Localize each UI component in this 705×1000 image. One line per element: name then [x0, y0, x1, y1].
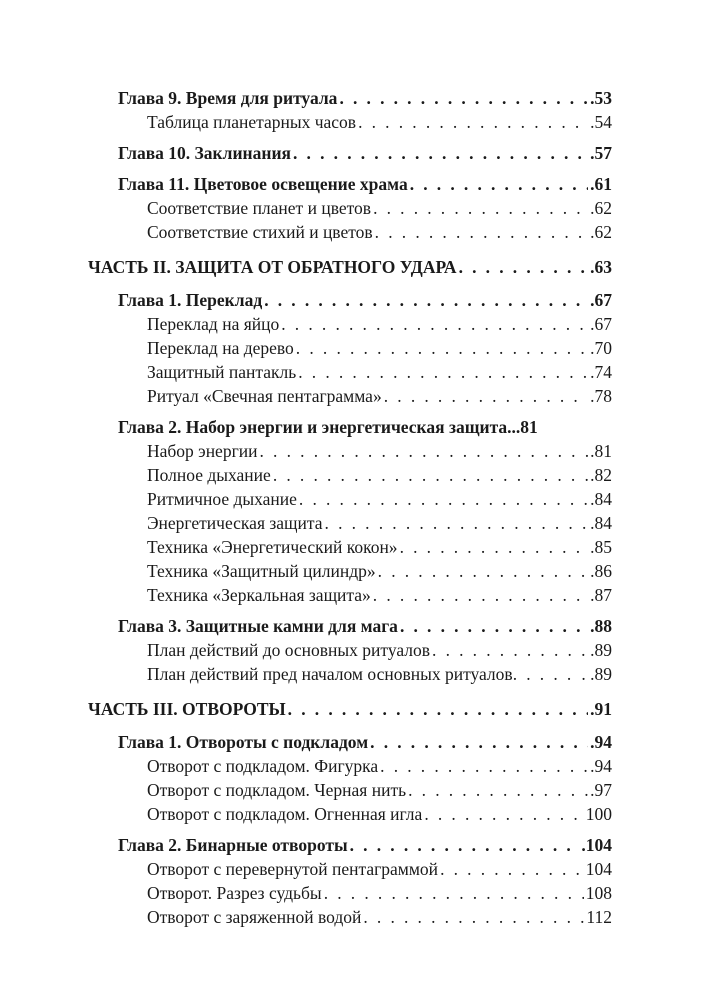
- leader-dots: [432, 638, 588, 662]
- toc-entry-page: .85: [590, 537, 612, 557]
- toc-entry-section: [88, 638, 612, 662]
- toc-entry-title: Глава 10. Заклинания: [118, 143, 291, 163]
- toc-entry-page: .94: [590, 732, 612, 752]
- leader-dots: [400, 614, 588, 638]
- leader-dots: [384, 384, 588, 408]
- leader-dots: [296, 336, 588, 360]
- toc-entry-section: [88, 802, 612, 826]
- leader-dots: [264, 288, 588, 312]
- toc-entry-section: [88, 312, 612, 336]
- leader-dots: [288, 697, 588, 721]
- leader-dots: [324, 881, 584, 905]
- toc-entry-chapter: [88, 415, 612, 439]
- leader-dots: [299, 487, 588, 511]
- toc-entry-part: [88, 255, 612, 279]
- toc-entry-section: [88, 110, 612, 134]
- leader-dots: [339, 86, 588, 110]
- toc-entry-title: Отворот с перевернутой пентаграммой: [147, 859, 439, 879]
- toc-entry-page: .84: [590, 489, 612, 509]
- toc-entry-section: [88, 439, 612, 463]
- toc-entry-page: .87: [590, 585, 612, 605]
- toc-entry-title: Глава 1. Отвороты с подкладом: [118, 732, 369, 752]
- toc-entry-page: .62: [590, 198, 612, 218]
- toc-entry-title: Защитный пантакль: [147, 362, 297, 382]
- leader-dots: [440, 857, 584, 881]
- leader-dots: [325, 511, 589, 535]
- toc-entry-section: [88, 905, 612, 929]
- toc-entry-title: Техника «Защитный цилиндр»: [147, 561, 376, 581]
- toc-entry-page: .81: [590, 441, 612, 461]
- toc-entry-page: 108: [585, 883, 612, 903]
- toc-entry-chapter: [88, 172, 612, 196]
- toc-entry-title: Набор энергии: [147, 441, 258, 461]
- toc-entry-section: [88, 196, 612, 220]
- toc-entry-title: Переклад на яйцо: [147, 314, 280, 334]
- leader-dots: [400, 535, 589, 559]
- leader-dots: [293, 141, 588, 165]
- toc-entry-section: [88, 511, 612, 535]
- toc-entry-title: Отворот с подкладом. Черная нить: [147, 780, 407, 800]
- toc-entry-page: .88: [590, 616, 612, 636]
- toc-entry-page: 112: [586, 907, 612, 927]
- toc-entry-page: .97: [590, 780, 612, 800]
- toc-entry-title: Глава 2. Бинарные отвороты: [118, 835, 348, 855]
- toc-entry-title: Полное дыхание: [147, 465, 271, 485]
- toc-entry-section: [88, 583, 612, 607]
- toc-entry-page: .82: [590, 465, 612, 485]
- toc-entry-page: .63: [590, 257, 612, 277]
- toc-entry-section: [88, 360, 612, 384]
- toc-entry-title: Техника «Энергетический кокон»: [147, 537, 398, 557]
- toc-entry-title: Глава 1. Переклад: [118, 290, 263, 310]
- toc-entry-title: Глава 3. Защитные камни для мага: [118, 616, 398, 636]
- toc-entry-title: Отворот. Разрез судьбы: [147, 883, 322, 903]
- toc-entry-title: Техника «Зеркальная защита»: [147, 585, 371, 605]
- leader-dots: [370, 730, 588, 754]
- toc-entry-title: Энергетическая защита: [147, 513, 323, 533]
- toc-entry-chapter: [88, 730, 612, 754]
- toc-entry-chapter: [88, 614, 612, 638]
- leader-dots: [298, 360, 588, 384]
- toc-entry-title: Ритуал «Свечная пентаграмма»: [147, 386, 382, 406]
- toc-entry-page: .67: [590, 290, 612, 310]
- toc-entry-chapter: [88, 288, 612, 312]
- toc-entry-title: Отворот с заряженной водой: [147, 907, 362, 927]
- toc-entry-title: Ритмичное дыхание: [147, 489, 297, 509]
- table-of-contents: [88, 86, 612, 929]
- toc-entry-title: Глава 11. Цветовое освещение храма: [118, 174, 408, 194]
- leader-dots: [408, 778, 588, 802]
- toc-entry-part: [88, 697, 612, 721]
- toc-entry-title: Глава 9. Время для ритуала: [118, 88, 338, 108]
- toc-entry-page: .89: [590, 640, 612, 660]
- toc-entry-title: Глава 2. Набор энергии и энергетическая защита: [118, 417, 508, 437]
- toc-entry-title: План действий до основных ритуалов: [147, 640, 431, 660]
- toc-entry-section: [88, 220, 612, 244]
- toc-entry-page: .86: [590, 561, 612, 581]
- leader-dots: [273, 463, 588, 487]
- toc-entry-page: .94: [590, 756, 612, 776]
- toc-entry-page: .78: [590, 386, 612, 406]
- leader-dots: [363, 905, 584, 929]
- leader-dots: [459, 255, 589, 279]
- toc-entry-section: [88, 463, 612, 487]
- leader-dots: [350, 833, 580, 857]
- leader-dots: [410, 172, 588, 196]
- toc-entry-title: План действий пред началом основных ритуалов: [147, 664, 513, 684]
- toc-entry-chapter: [88, 141, 612, 165]
- toc-entry-title: Отворот с подкладом. Фигурка: [147, 756, 379, 776]
- toc-entry-section: [88, 662, 612, 686]
- toc-entry-chapter: [88, 86, 612, 110]
- leader-dots: [281, 312, 588, 336]
- toc-entry-chapter: [88, 833, 612, 857]
- toc-entry-page: .62: [590, 222, 612, 242]
- toc-entry-title: Таблица планетарных часов: [147, 112, 357, 132]
- toc-entry-title: Отворот с подкладом. Огненная игла: [147, 804, 423, 824]
- toc-entry-page: .67: [590, 314, 612, 334]
- toc-entry-page: 104: [585, 859, 612, 879]
- toc-entry-page: .70: [590, 338, 612, 358]
- toc-entry-section: [88, 535, 612, 559]
- toc-entry-title: Соответствие стихий и цветов: [147, 222, 373, 242]
- toc-entry-title: ЧАСТЬ II. ЗАЩИТА ОТ ОБРАТНОГО УДАРА: [88, 257, 457, 277]
- toc-entry-section: [88, 559, 612, 583]
- toc-entry-title: ЧАСТЬ III. ОТВОРОТЫ: [88, 699, 286, 719]
- toc-entry-title: Соответствие планет и цветов: [147, 198, 372, 218]
- leader-dots: [373, 196, 588, 220]
- leader-dots: [378, 559, 588, 583]
- toc-entry-section: [88, 754, 612, 778]
- leader-dots: [260, 439, 589, 463]
- toc-entry-title: Переклад на дерево: [147, 338, 294, 358]
- toc-entry-section: [88, 881, 612, 905]
- toc-entry-page: 100: [585, 804, 612, 824]
- toc-entry-page: .84: [590, 513, 612, 533]
- toc-entry-page: .54: [590, 112, 612, 132]
- toc-entry-page: .104: [581, 835, 612, 855]
- leader-dots: [513, 662, 582, 686]
- leader-dots: [373, 583, 588, 607]
- toc-entry-page: .53: [590, 88, 612, 108]
- toc-entry-section: [88, 487, 612, 511]
- leader-dots: [375, 220, 588, 244]
- toc-entry-page: .91: [590, 699, 612, 719]
- toc-entry-section: [88, 778, 612, 802]
- leader-dots: [380, 754, 588, 778]
- toc-entry-page: .61: [590, 174, 612, 194]
- toc-entry-page: .57: [590, 143, 612, 163]
- leader-dots: [424, 802, 583, 826]
- toc-entry-section: [88, 384, 612, 408]
- toc-entry-section: [88, 336, 612, 360]
- toc-entry-page: .74: [590, 362, 612, 382]
- toc-entry-section: [88, 857, 612, 881]
- leader-dots: [358, 110, 588, 134]
- toc-entry-page: . .89: [581, 664, 612, 684]
- toc-entry-page: ...81: [507, 417, 538, 437]
